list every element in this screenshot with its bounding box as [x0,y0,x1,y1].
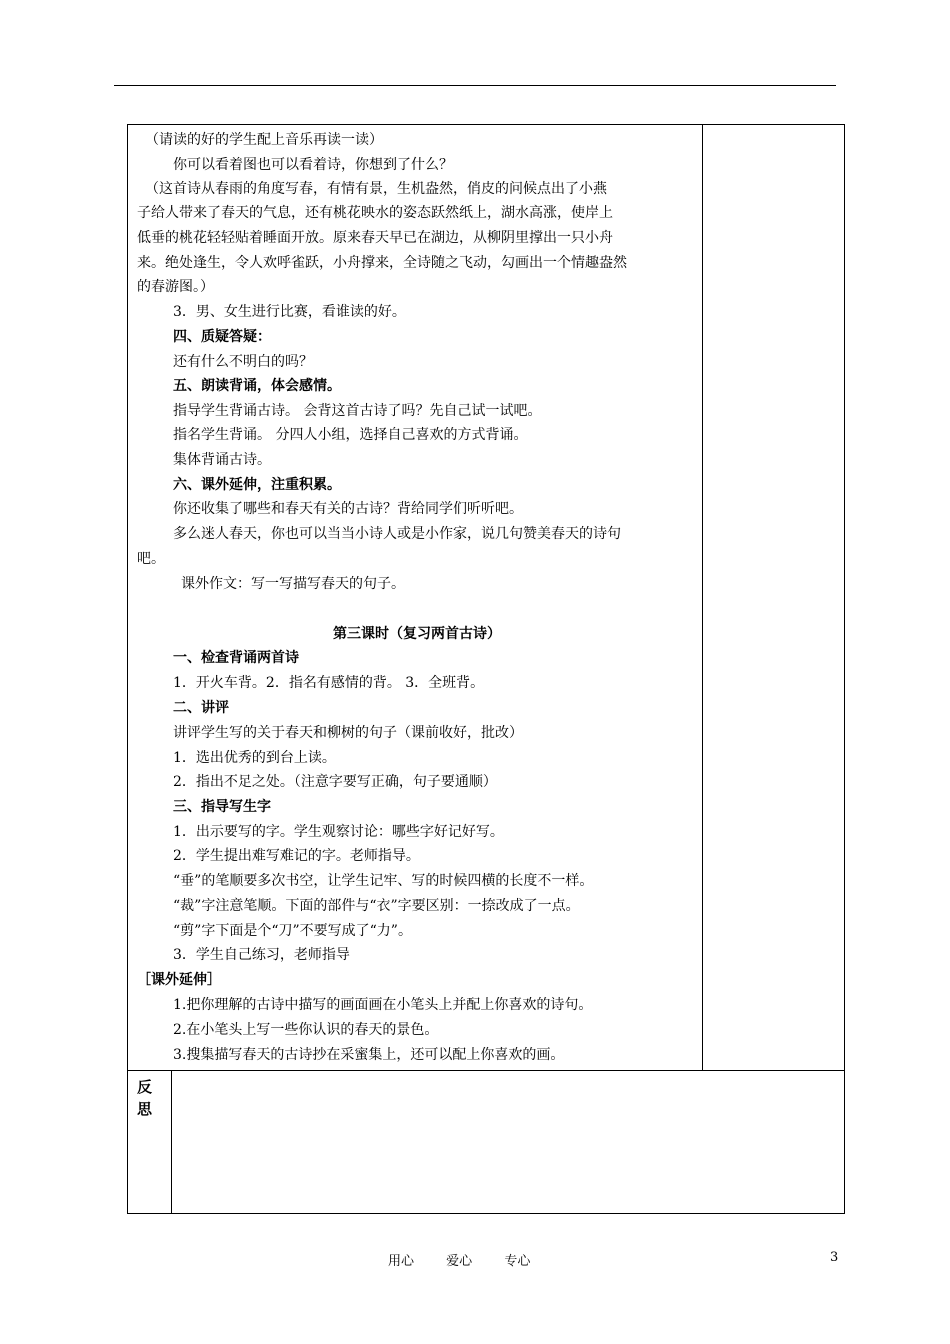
header-rule [114,85,836,86]
page-number: 3 [830,1250,839,1265]
text-line: 指导学生背诵古诗。 会背这首古诗了吗？先自己试一试吧。 [173,403,542,419]
section-heading: ［课外延伸］ [137,972,221,988]
text-line: “剪”字下面是个“刀”不要写成了“力”。 [173,923,412,939]
text-line: 来。绝处逢生，令人欢呼雀跃，小舟撑来，全诗随之飞动，勾画出一个情趣盎然 [137,255,627,271]
footer-motto [388,1250,558,1269]
text-line: 子给人带来了春天的气息，还有桃花映水的姿态跃然纸上，湖水高涨，使岸上 [137,205,613,221]
footer-word: 用心 [388,1254,415,1269]
text-line: 2．学生提出难写难记的字。老师指导。 [173,848,420,864]
text-line: 1.把你理解的古诗中描写的画面画在小笔头上并配上你喜欢的诗句。 [173,997,593,1013]
text-line: “垂”的笔顺要多次书空，让学生记牢、写的时候四横的长度不一样。 [173,873,594,889]
text-line: 集体背诵古诗。 [173,452,271,468]
text-line: （请读的好的学生配上音乐再读一读） [145,132,383,148]
text-line: （这首诗从春雨的角度写春，有情有景，生机盎然，俏皮的问候点出了小燕 [145,181,607,197]
section-heading: 五、朗读背诵，体会感情。 [173,378,341,394]
text-line: 的春游图。） [137,279,214,295]
text-line: 1．出示要写的字。学生观察讨论：哪些字好记好写。 [173,824,504,840]
reflection-column-divider [171,1070,172,1214]
section-heading: 三、指导写生字 [173,799,271,815]
text-line: 你可以看着图也可以看着诗，你想到了什么？ [173,157,453,173]
footer-word: 专心 [504,1254,531,1269]
lesson-title: 第三课时（复习两首古诗） [333,626,501,642]
section-heading: 六、课外延伸，注重积累。 [173,477,341,493]
reflection-label: 反思 [137,1078,153,1118]
text-line: 讲评学生写的关于春天和柳树的句子（课前收好，批改） [173,725,523,741]
text-line: 还有什么不明白的吗？ [173,354,313,370]
section-heading: 四、质疑答疑： [173,329,271,345]
text-line: 3.搜集描写春天的古诗抄在采蜜集上，还可以配上你喜欢的画。 [173,1047,565,1063]
text-line: 吧。 [137,551,165,567]
text-line: 课外作文：写一写描写春天的句子。 [181,576,405,592]
text-line: “裁”字注意笔顺。下面的部件与“衣”字要区别：一捺改成了一点。 [173,898,580,914]
text-line: 3．男、女生进行比赛，看谁读的好。 [173,304,406,320]
text-line: 2.在小笔头上写一些你认识的春天的景色。 [173,1022,439,1038]
section-heading: 二、讲评 [173,700,229,716]
text-line: 指名学生背诵。 分四人小组，选择自己喜欢的方式背诵。 [173,427,528,443]
text-line: 2．指出不足之处。（注意字要写正确，句子要通顺） [173,774,497,790]
text-line: 你还收集了哪些和春天有关的古诗？背给同学们听听吧。 [173,501,523,517]
table-column-divider [702,124,703,1070]
text-line: 1．开火车背。2．指名有感情的背。 3．全班背。 [173,675,485,691]
text-line: 1．选出优秀的到台上读。 [173,750,336,766]
section-heading: 一、检查背诵两首诗 [173,650,299,666]
text-line: 低垂的桃花轻轻贴着睡面开放。原来春天早已在湖边，从柳阴里撑出一只小舟 [137,230,613,246]
footer-word: 爱心 [446,1254,473,1269]
text-line: 3．学生自己练习，老师指导 [173,947,350,963]
text-line: 多么迷人春天，你也可以当当小诗人或是小作家，说几句赞美春天的诗句 [173,526,621,542]
table-row-divider [127,1070,845,1071]
